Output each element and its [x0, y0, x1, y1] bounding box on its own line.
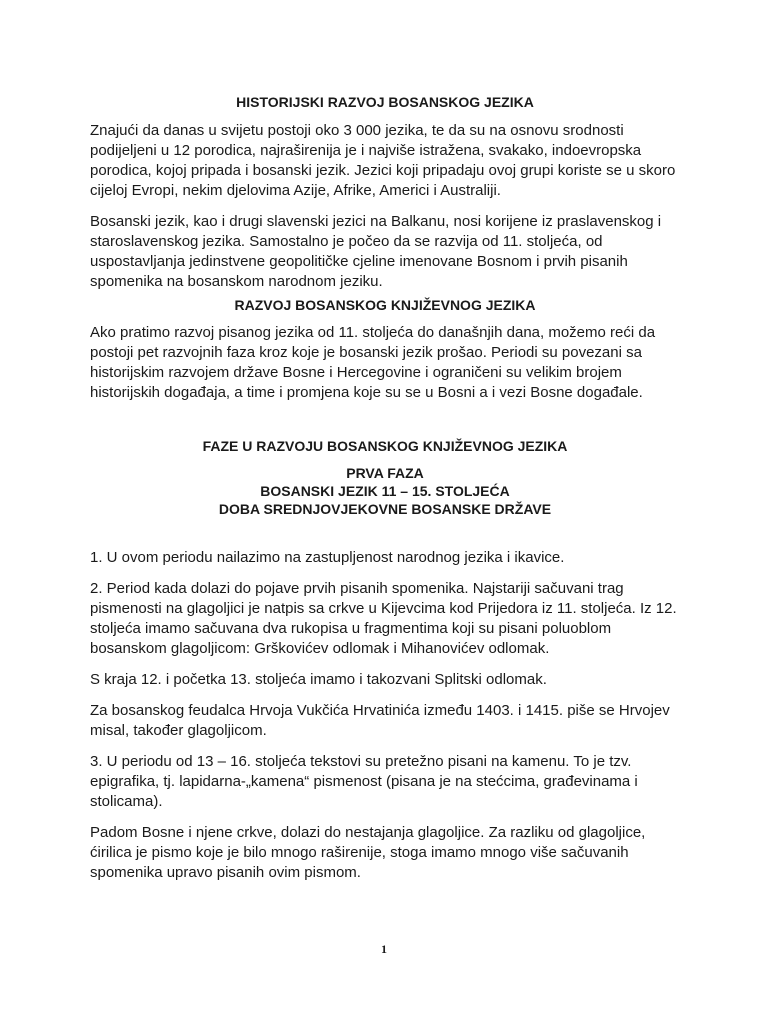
page-number: 1	[381, 942, 387, 956]
intro-paragraph-2: Bosanski jezik, kao i drugi slavenski jezici na Balkanu, nosi korijene iz praslavenskog i staroslavenskog jezika. Samostalno je počeo da se razvija od 11. stoljeća, od uspostavljanja jedinstvene geopolitičke cjeline imenovane Bosnom i prvih pisanih spomenika na bosanskom narodnom jeziku.	[90, 213, 662, 290]
phase-paragraph: 2. Period kada dolazi do pojave prvih pisanih spomenika. Najstariji sačuvani trag pismenosti na glagoljici je natpis sa crkve u Kijevcima kod Prijedora iz 11. stoljeća. Iz 12. stoljeća imamo sačuvana dva rukopisa u fragmentima koji su pisani poluoblom bosanskom glagoljicom: Grškovićev odlomak i Mihanovićev odlomak.	[90, 580, 677, 657]
phase-heading-line: BOSANSKI JEZIK 11 – 15. STOLJEĆA	[260, 483, 510, 499]
phase-heading-line: PRVA FAZA	[346, 465, 424, 481]
phase-paragraph-list	[90, 548, 680, 883]
section-heading-faze: FAZE U RAZVOJU BOSANSKOG KNJIŽEVNOG JEZIKA	[202, 438, 568, 454]
phase-heading-block	[90, 464, 680, 518]
section-heading-razvoj: RAZVOJ BOSANSKOG KNJIŽEVNOG JEZIKA	[234, 297, 536, 313]
phase-heading-line: DOBA SREDNJOVJEKOVNE BOSANSKE DRŽAVE	[218, 501, 552, 517]
document-content	[90, 93, 680, 894]
phase-paragraph: Za bosanskog feudalca Hrvoja Vukčića Hrvatinića između 1403. i 1415. piše se Hrvojev misal, također glagoljicom.	[90, 702, 670, 739]
document-title: HISTORIJSKI RAZVOJ BOSANSKOG JEZIKA	[236, 94, 534, 110]
phase-paragraph: S kraja 12. i početka 13. stoljeća imamo i takozvani Splitski odlomak.	[90, 671, 547, 688]
phase-paragraph: 1. U ovom periodu nailazimo na zastupljenost narodnog jezika i ikavice.	[90, 549, 565, 566]
intro-paragraph-1: Znajući da danas u svijetu postoji oko 3 000 jezika, te da su na osnovu srodnosti podijeljeni u 12 porodica, najrašireniја je i najviše istražena, svakako, indoevropska porodica, kojoj pripada i bosanski jezik. Jezici koji pripadaju ovoj grupi koriste se u skoro cijeloj Evropi, nekim djelovima Azije, Afrike, Americi i Australiji.	[90, 122, 676, 199]
phase-paragraph: Padom Bosne i njene crkve, dolazi do nestajanja glagoljice. Za razliku od glagoljice, ćirilica je pismo koje je bilo mnogo rašireniје, stoga imamo mnogo više sačuvanih spomenika upravo pisanih ovim pismom.	[90, 824, 646, 881]
section-paragraph-razvoj: Ako pratimo razvoj pisanog jezika od 11. stoljeća do današnjih dana, možemo reći da postoji pet razvojnih faza kroz koje je bosanski jezik prošao. Periodi su povezani sa historijskim razvojem države Bosne i Hercegovine i ograničeni su velikim brojem historijskih događaja, a time i promjena koje su se u Bosni a i vezi Bosne događale.	[90, 324, 656, 401]
phase-paragraph: 3. U periodu od 13 – 16. stoljeća tekstovi su pretežno pisani na kamenu. To je tzv. epigrafika, tj. lapidarna-„kamena“ pismenost (pisana je na stećcima, građevinama i stolicama).	[90, 753, 638, 810]
